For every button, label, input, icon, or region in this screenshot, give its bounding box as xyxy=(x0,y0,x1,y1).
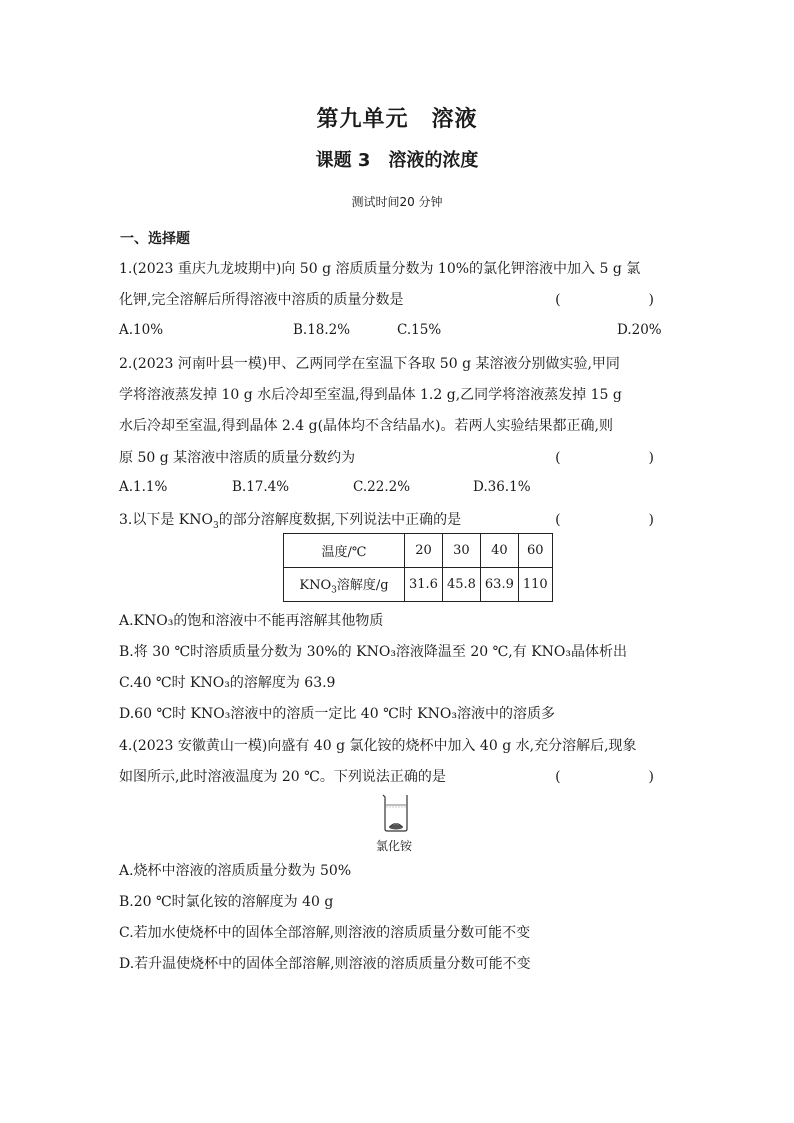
table-cell: 31.6 xyxy=(405,568,443,602)
q1-option-b: B.18.2% xyxy=(293,322,351,338)
q2-stem-line4: 原 50 g 某溶液中溶质的质量分数约为 ( ) xyxy=(119,447,674,467)
answer-bracket: ( ) xyxy=(555,769,674,785)
table-row xyxy=(284,534,553,568)
table-cell: 110 xyxy=(518,568,552,602)
figure-caption: 氯化铵 xyxy=(376,839,413,853)
q4-option-c: C.若加水使烧杯中的固体全部溶解,则溶液的溶质质量分数可能不变 xyxy=(119,925,531,941)
q3-stem: 3.以下是 $KNO_3$的部分溶解度数据,下列说法中正确的是 ( ) xyxy=(119,509,674,531)
lesson-title: 课题 3 溶液的浓度 xyxy=(315,150,479,171)
q3-option-c: C.40 ℃时 KNO₃的溶解度为 63.9 xyxy=(119,675,336,691)
q2-option-b: B.17.4% xyxy=(232,479,290,495)
answer-bracket: ( ) xyxy=(555,512,674,528)
table-cell: 20 xyxy=(405,534,443,568)
q4-stem-line2: 如图所示,此时溶液温度为 20 ℃。下列说法正确的是 ( ) xyxy=(119,766,674,786)
solubility-table xyxy=(283,533,553,602)
q1-option-d: D.20% xyxy=(617,322,662,338)
q2-option-a: A.1.1% xyxy=(119,479,168,495)
q4-option-d: D.若升温使烧杯中的固体全部溶解,则溶液的溶质质量分数可能不变 xyxy=(119,956,531,972)
q2-option-d: D.36.1% xyxy=(473,479,531,495)
unit-title: 第九单元 溶液 xyxy=(316,107,478,132)
table-header-cell: $KNO_3$溶解度/g xyxy=(284,568,405,602)
table-row xyxy=(284,568,553,602)
test-time: 测试时间20 分钟 xyxy=(351,195,443,209)
table-cell: 60 xyxy=(518,534,552,568)
q2-stem-line1: 2.(2023 河南叶县一模)甲、乙两同学在室温下各取 50 g 某溶液分别做实验,甲同 xyxy=(119,356,620,372)
q4-option-a: A.烧杯中溶液的溶质质量分数为 50% xyxy=(119,863,352,879)
answer-bracket: ( ) xyxy=(555,292,674,308)
q1-option-c: C.15% xyxy=(397,322,442,338)
q2-stem-line3: 水后冷却至室温,得到晶体 2.4 g(晶体均不含结晶水)。若两人实验结果都正确,则 xyxy=(119,418,613,434)
q4-option-b: B.20 ℃时氯化铵的溶解度为 40 g xyxy=(119,894,334,910)
q3-option-b: B.将 30 ℃时溶质质量分数为 30%的 KNO₃溶液降温至 20 ℃,有 KNO₃晶体析出 xyxy=(119,644,628,660)
answer-bracket: ( ) xyxy=(555,450,674,466)
q2-option-c: C.22.2% xyxy=(353,479,411,495)
table-cell: 40 xyxy=(480,534,518,568)
q3-option-d: D.60 ℃时 KNO₃溶液中的溶质一定比 40 ℃时 KNO₃溶液中的溶质多 xyxy=(119,706,555,722)
q1-stem-line1: 1.(2023 重庆九龙坡期中)向 50 g 溶质质量分数为 10%的氯化钾溶液中加入 5 g 氯 xyxy=(119,261,641,277)
beaker-icon xyxy=(380,793,412,833)
table-cell: 30 xyxy=(442,534,480,568)
table-header-cell: 温度/℃ xyxy=(284,534,405,568)
q4-stem-line1: 4.(2023 安徽黄山一模)向盛有 40 g 氯化铵的烧杯中加入 40 g 水,充分溶解后,现象 xyxy=(119,738,637,754)
q2-stem-line2: 学将溶液蒸发掉 10 g 水后冷却至室温,得到晶体 1.2 g,乙同学将溶液蒸发掉 15 g xyxy=(119,387,622,403)
q3-option-a: A.KNO₃的饱和溶液中不能再溶解其他物质 xyxy=(119,613,384,629)
q1-stem-line2: 化钾,完全溶解后所得溶液中溶质的质量分数是 ( ) xyxy=(119,289,674,309)
table-cell: 63.9 xyxy=(480,568,518,602)
q1-option-a: A.10% xyxy=(119,322,164,338)
table-cell: 45.8 xyxy=(442,568,480,602)
section-heading: 一、选择题 xyxy=(120,231,190,247)
